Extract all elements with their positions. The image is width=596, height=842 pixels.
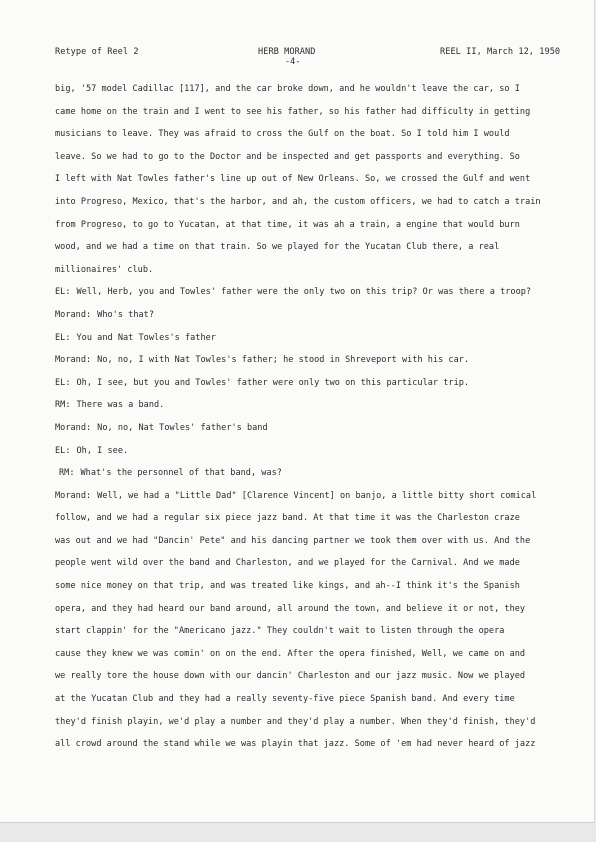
- header-reel-label: Retype of Reel 2: [55, 47, 139, 57]
- transcript-line: [55, 78, 591, 101]
- transcript-line: [55, 236, 591, 259]
- transcript-body: [55, 78, 591, 756]
- transcript-line: [55, 123, 591, 146]
- transcript-line: [55, 485, 591, 508]
- line-text: big, '57 model Cadillac [117], and the car broke down, and he wouldn't leave the car, so I: [55, 84, 520, 94]
- line-text: What's the personnel of that band, was?: [80, 468, 282, 479]
- transcript-line: [55, 665, 591, 688]
- line-text: wood, and we had a time on that train. So we played for the Yucatan Club there, a real: [55, 242, 500, 253]
- line-text: opera, and they had heard our band around, all around the town, and believe it or not, they: [55, 603, 526, 614]
- line-text: You and Nat Towles's father: [76, 332, 216, 343]
- transcript-line: [55, 146, 591, 169]
- transcript-line: [55, 733, 591, 756]
- transcript-line: [55, 168, 591, 191]
- transcript-line: [55, 643, 591, 666]
- line-text: at the Yucatan Club and they had a really seventy-five piece Spanish band. And every time: [55, 694, 515, 705]
- speaker-label: Morand:: [55, 309, 92, 320]
- line-text: Well, we had a "Little Dad" [Clarence Vincent] on banjo, a little bitty short comical: [97, 490, 537, 501]
- page-number: -4-: [285, 57, 301, 67]
- transcript-line: [55, 688, 591, 711]
- line-text: into Progreso, Mexico, that's the harbor, and ah, the custom officers, we had to catch a train: [55, 196, 541, 207]
- transcript-line: [55, 394, 591, 417]
- transcript-line: [55, 552, 591, 575]
- transcript-line: [55, 327, 591, 350]
- speaker-label: RM:: [59, 468, 75, 479]
- transcript-line: [55, 575, 591, 598]
- transcript-line: [55, 304, 591, 327]
- transcript-line: [55, 417, 591, 440]
- transcript-line: [55, 620, 591, 643]
- transcript-line: [55, 101, 591, 124]
- line-text: people went wild over the band and Charleston, and we played for the Carnival. And we made: [55, 558, 520, 569]
- line-text: Who's that?: [97, 309, 154, 320]
- transcript-line: [55, 281, 591, 304]
- line-text: leave. So we had to go to the Doctor and be inspected and get passports and everything. So: [55, 151, 520, 162]
- transcript-line: [55, 530, 591, 553]
- transcript-line: [55, 372, 591, 395]
- transcript-line: [55, 440, 591, 463]
- line-text: Oh, I see.: [76, 445, 129, 456]
- speaker-label: EL:: [55, 332, 71, 343]
- transcript-line: [55, 214, 591, 237]
- speaker-label: EL:: [55, 377, 71, 388]
- line-text: came home on the train and I went to see his father, so his father had difficulty in getting: [55, 106, 531, 117]
- line-text: we really tore the house down with our dancin' Charleston and our jazz music. Now we played: [55, 671, 526, 682]
- transcript-line: [55, 598, 591, 621]
- speaker-label: Morand:: [55, 355, 92, 366]
- line-text: musicians to leave. They was afraid to cross the Gulf on the boat. So I told him I would: [55, 129, 510, 140]
- speaker-label: EL:: [55, 445, 71, 456]
- line-text: follow, and we had a regular six piece jazz band. At that time it was the Charleston craze: [55, 513, 520, 524]
- speaker-label: EL:: [55, 287, 71, 298]
- transcript-line: [55, 349, 591, 372]
- transcript-line: [55, 711, 591, 734]
- line-text: millionaires' club.: [55, 264, 154, 275]
- line-text: from Progreso, to go to Yucatan, at that time, it was ah a train, a engine that would burn: [55, 219, 520, 230]
- speaker-label: Morand:: [55, 422, 92, 433]
- line-text: cause they knew we was comin' on on the end. After the opera finished, Well, we came on and: [55, 648, 526, 659]
- line-text: Oh, I see, but you and Towles' father were only two on this particular trip.: [76, 377, 470, 388]
- line-text: all crowd around the stand while we was playin that jazz. Some of 'em had never heard of jazz: [55, 739, 536, 750]
- header-interviewee: HERB MORAND: [258, 47, 316, 57]
- speaker-label: RM:: [55, 400, 71, 411]
- line-text: was out and we had "Dancin' Pete" and his dancing partner we took them over with us. And the: [55, 535, 531, 546]
- line-text: I left with Nat Towles father's line up out of New Orleans. So, we crossed the Gulf and went: [55, 174, 531, 185]
- line-text: they'd finish playin, we'd play a number and they'd play a number. When they'd finish, they'd: [55, 716, 536, 727]
- transcript-line: [55, 259, 591, 282]
- line-text: start clappin' for the "Americano jazz." They couldn't wait to listen through the opera: [55, 626, 505, 637]
- line-text: No, no, Nat Towles' father's band: [97, 422, 268, 433]
- header-reel-date: REEL II, March 12, 1950: [440, 47, 561, 57]
- transcript-line: [55, 507, 591, 530]
- line-text: Well, Herb, you and Towles' father were the only two on this trip? Or was there a troop?: [76, 287, 532, 298]
- transcript-line: [55, 191, 591, 214]
- transcript-line: [55, 462, 591, 485]
- line-text: No, no, I with Nat Towles's father; he stood in Shreveport with his car.: [97, 355, 470, 366]
- speaker-label: Morand:: [55, 490, 92, 501]
- line-text: There was a band.: [76, 400, 165, 411]
- line-text: some nice money on that trip, and was treated like kings, and ah--I think it's the Spanish: [55, 581, 520, 592]
